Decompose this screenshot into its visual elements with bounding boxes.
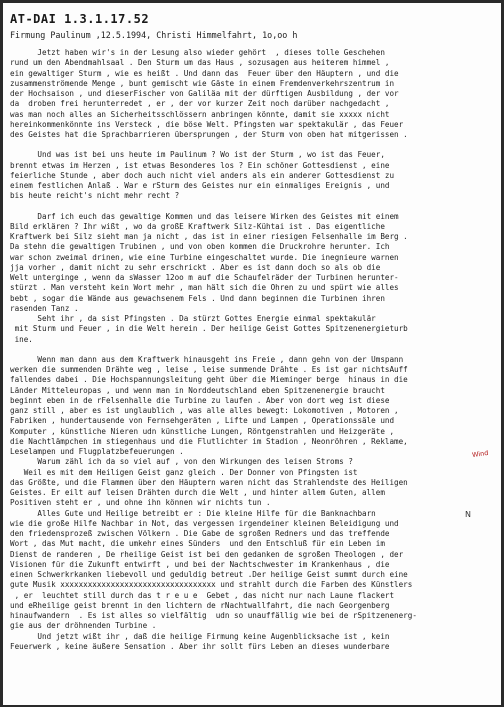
text-line: ine. (10, 334, 33, 344)
paragraph (10, 212, 496, 345)
text-line: der Hochsaison , und dieserFischer von Galiläa mit der dürftigen Ausbildung , der vor (10, 89, 399, 98)
text-line: da droben frei herunterredet , er , der vor kurzer Zeit noch darüber nachgedacht , (10, 99, 390, 109)
text-line: Bild erklären ? Ihr wißt , wo da großE Kraftwerk Silz-Kühtai ist . Das eigentliche (10, 221, 385, 231)
text-line: Wort , das Mut macht, die umkehr eines Sünders und den Entschluß für ein Leben im (10, 539, 385, 549)
text-line: Leselampen und Flugplatzbefeuerungen . (10, 447, 184, 456)
text-line: Welt unterginge , wenn da sWasser 12oo m auf die Schaufelräder der Turbinen herunter- (10, 273, 399, 282)
text-line: des Geistes hat die Sprachbarrieren übersprungen , der Sturm von oben hat mitgerissen . (10, 130, 408, 139)
text-line: mit Sturm und Feuer , in die Welt herein . Der heilige Geist Gottes Spitzenenergieturb (10, 324, 408, 334)
text-line: werken die summenden Drähte weg , leise , leise summende Drähte . Es ist gar nichtsAuff (10, 365, 408, 374)
text-line: was man noch alles an Sicherheitsschlössern anbringen könnte, damit sie xxxxx nicht (10, 109, 390, 119)
text-line: bis heute reicht's nicht mehr recht ? (10, 191, 180, 201)
text-line: gie aus der dröhnenden Turbine . (10, 621, 157, 631)
text-line: Positiven steht er , und ohne ihn können wir nichts tun . (10, 498, 271, 508)
paragraph (10, 150, 496, 201)
text-line: rasenden Tanz . (10, 303, 79, 313)
archive-stamp: AT-DAI 1.3.1.17.52 (10, 12, 150, 26)
text-line: Länder Mitteleuropas , und wenn man in Norddeutschland eben Spitzenenergie braucht (10, 385, 385, 395)
margin-handwritten-note: Wind (471, 448, 489, 460)
text-line: stürzt . Man versteht kein Wort mehr , man hält sich die Ohren zu und spürt wie alles (10, 283, 399, 293)
margin-mark: N (465, 510, 471, 519)
document-body (10, 48, 496, 662)
text-line: Visionen für die Zukunft entwirft , und bei der Nachtschwester im Krankenhaus , die (10, 559, 390, 569)
text-line: Seht ihr , da sist Pfingsten . Da stürzt Gottes Energie einmal spektakulär (10, 314, 376, 323)
text-line: und eRheilige geist brennt in den lichtern de rNachtwallfahrt, die nach Georgenberg (10, 600, 390, 610)
text-line: die Nachtlämpchen im stiegenhaus und die Flutlichter im Stadion , Neonröhren , Reklame, (10, 436, 408, 446)
text-line: einen Schwerkrkanken liebevoll und geduldig betreut .Der heilige Geist summt durch eine (10, 570, 408, 579)
text-line: feierliche Stunde , aber doch auch nicht viel anders als ein anderer Gottesdienst zu (10, 170, 395, 180)
text-line: Komputer , künstliche Nieren udn künstliche Lungen, Röntgenstrahlen und Heizgeräte , (10, 426, 395, 436)
scan-border-top (0, 0, 504, 3)
text-line: Alles Gute und Heilige betreibt er : Die kleine Hilfe für die Banknachbarn (10, 508, 376, 518)
text-line: Darf ich euch das gewaltige Kommen und das leisere Wirken des Geistes mit einem (10, 211, 399, 221)
text-line: Da stehn die gewaltigen Trubinen , und von oben kommen die Druckrohre herunter. Ich (10, 242, 390, 252)
text-line: Dienst de randeren , De rheilige Geist ist bei den gedanken de sgroßen Theologen , der (10, 549, 404, 559)
text-line: ganz still , aber es ist unglaublich , was alle alles bewegt: Lokomotiven , Motoren , (10, 406, 399, 415)
text-line: Weil es mit dem Heiligen Geist ganz gleich . Der Donner von Pfingsten ist (10, 467, 358, 477)
text-line: beginnt eben in de rFelsenhalle die Turbine zu laufen . Aber von dort weg ist diese (10, 395, 390, 405)
text-line: Feuerwerk , keine äußere Sensation . Aber ihr sollt fürs Leben an dieses wunderbare (10, 641, 390, 651)
scan-border-left (0, 0, 3, 707)
text-line: Geistes. Er eilt auf leisen Drähten durch die Welt , und hinter allem Guten, allem (10, 488, 385, 497)
text-line: hereinkommenkönnte ins Versteck , die böse Welt. Pfingsten war spektakulär , das Feuer (10, 119, 404, 129)
text-line: zusammenströmende Menge , bunt gemischt wie Gäste in einem Fremdenverkehrszentrum in (10, 78, 395, 88)
text-line: ein gewaltiger Sturm , wie es heißt . Und dann das Feuer über den Häuptern , und die (10, 68, 399, 78)
text-line: gute Musik xxxxxxxxxxxxxxxxxxxxxxxxxxxxxxxxxx und strahlt durch die Farben des Künstlers (10, 580, 413, 590)
text-line: das Größte, und die Flammen über den Häuptern waren nicht das Strahlendste des Heiligen (10, 477, 408, 487)
text-line: war schon zweimal drinen, wie eine Turbine eingeschaltet wurde. Die inegnieure warnen (10, 252, 399, 262)
text-line: Warum zähl ich da so viel auf , von den Wirkungen des leisen Stroms ? (10, 457, 353, 467)
text-line: Und was ist bei uns heute im Paulinum ? Wo ist der Sturm , wo ist das Feuer, (10, 150, 385, 160)
document-header: Firmung Paulinum ,12.5.1994, Christi Himmelfahrt, 1o,oo h (10, 30, 298, 40)
text-line: , er leuchtet still durch das t r e u e Gebet , das nicht nur nach Laune flackert (10, 590, 395, 600)
text-line: Fabriken , hundertausende von Fernsehgeräten , Lifte und Lampen , Operationssäle und (10, 416, 395, 426)
paragraph (10, 48, 496, 140)
text-line: bebt , sogar die Wände aus gewachsenem Fels . Und dann beginnen die Turbinen ihren (10, 293, 385, 303)
text-line: den friedensprozeß zwischen Völkern . Die Gabe de sgroßen Redners und das treffende (10, 529, 390, 538)
text-line: brennt etwas im Herzen , ist etwas Besonderes los ? Ein schöner Gottesdienst , eine (10, 160, 390, 170)
text-line: einem festlichen Anlaß . War e rSturm des Geistes nur ein einmaliges Ereignis , und (10, 181, 390, 190)
text-line: fallendes dabei . Die Hochspannungsleitung geht über die Mieminger berge hinaus in die (10, 375, 408, 385)
text-line: Kraftwerk bei Silz sieht man ja nicht , das ist in einer riesigen Felsenhalle im Berg . (10, 232, 408, 241)
text-line: wie die große Hilfe Nachbar in Not, das vergessen irgendeiner kleinen Beleidigung und (10, 518, 399, 528)
text-line: Jetzt haben wir's in der Lesung also wieder gehört , dieses tolle Geschehen (10, 48, 385, 57)
text-line: Wenn man dann aus dem Kraftwerk hinausgeht ins Freie , dann gehn von der Umspann (10, 354, 404, 364)
text-line: Und jetzt wißt ihr , daß die heilige Firmung keine Augenblicksache ist , kein (10, 631, 390, 641)
text-line: hinaufwandern . Es ist alles so vielfältig udn so unauffällig wie bei de rSpitzenenerg- (10, 611, 417, 620)
text-line: rund um den Abendmahlsaal . Den Sturm um das Haus , sozusagen aus heiterem himmel , (10, 58, 390, 68)
text-line: jja vorher , damit nicht zu sehr erschrickt . Aber es ist dann doch so als ob die (10, 262, 381, 272)
paragraph (10, 355, 496, 652)
